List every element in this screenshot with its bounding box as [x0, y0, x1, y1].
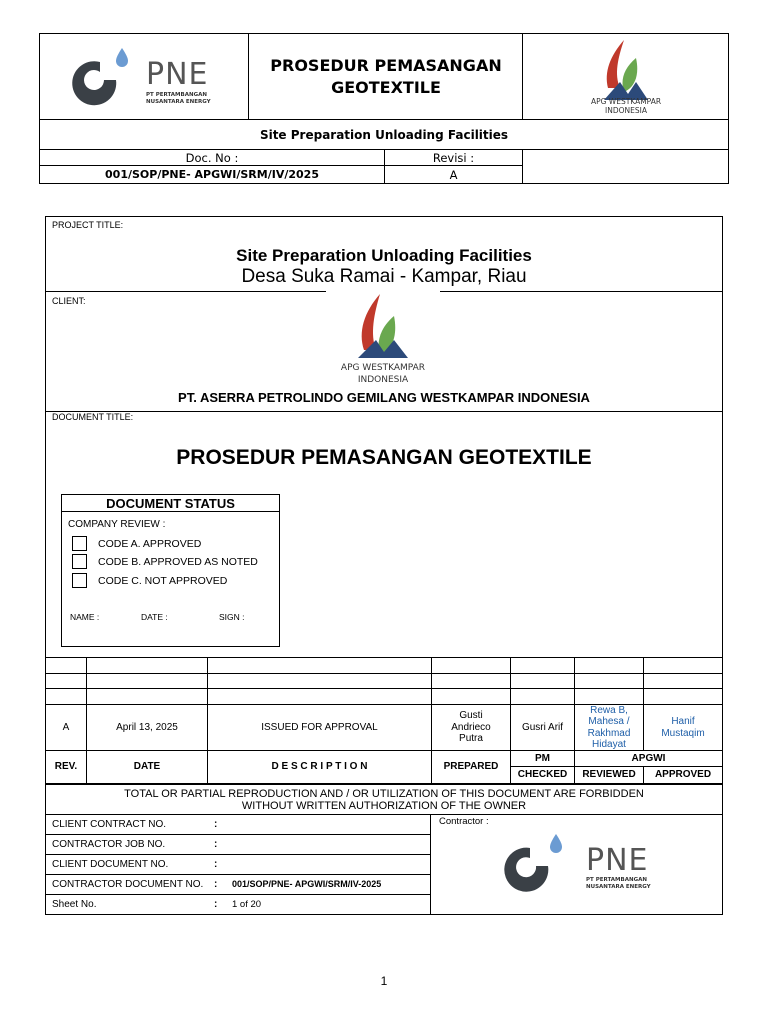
revisi-label: Revisi :: [385, 150, 523, 166]
apgwi-header: APGWI: [575, 751, 722, 767]
table-cell: [511, 658, 575, 674]
info-row: [46, 895, 431, 914]
header-subtitle: [40, 119, 728, 150]
table-cell: [208, 658, 432, 674]
project-location: Desa Suka Ramai - Kampar, Riau: [241, 266, 527, 287]
client-name: PT. ASERRA PETROLINDO GEMILANG WESTKAMPAR INDONESIA: [178, 390, 590, 405]
header-title-line2: GEOTEXTILE: [331, 77, 441, 97]
svg-text:APG WESTKAMPAR: APG WESTKAMPAR: [590, 97, 662, 106]
prepared-header: PREPARED: [432, 751, 511, 784]
info-value: 001/SOP/PNE- APGWI/SRM/IV-2025: [232, 879, 382, 889]
client-logo: [326, 288, 440, 388]
apg-client-logo-graphic: [326, 288, 440, 388]
client-label: CLIENT:: [52, 296, 86, 306]
table-cell: [432, 658, 511, 674]
info-row: [46, 875, 431, 895]
doc-no-value: 001/SOP/PNE- APGWI/SRM/IV/2025: [40, 166, 385, 183]
table-cell: [644, 674, 722, 689]
table-cell: [87, 658, 208, 674]
notice-line2: WITHOUT WRITTEN AUTHORIZATION OF THE OWNER: [241, 799, 527, 812]
apg-logo-header: [524, 34, 728, 119]
reproduction-notice: [46, 784, 722, 815]
svg-text:INDONESIA: INDONESIA: [357, 375, 409, 385]
info-value: 1 of 20: [232, 899, 262, 910]
code-b-checkbox[interactable]: [72, 554, 87, 569]
table-cell: [432, 674, 511, 689]
info-colon: :: [214, 899, 218, 910]
pne-contractor-logo-graphic: [496, 826, 676, 906]
svg-text:PNE: PNE: [146, 57, 209, 92]
info-label: CLIENT CONTRACT NO.: [52, 819, 167, 830]
svg-text:INDONESIA: INDONESIA: [605, 106, 647, 115]
info-label: CLIENT DOCUMENT NO.: [52, 859, 169, 870]
description-cell: ISSUED FOR APPROVAL: [208, 705, 432, 751]
svg-text:NUSANTARA ENERGY: NUSANTARA ENERGY: [146, 99, 211, 105]
status-sign-label: SIGN :: [219, 612, 245, 622]
checked-cell: Gusri Arif: [511, 705, 575, 751]
page-number: 1: [380, 974, 388, 988]
pm-header: PM: [511, 751, 575, 767]
table-cell: [208, 689, 432, 705]
svg-text:APG WESTKAMPAR: APG WESTKAMPAR: [340, 363, 426, 373]
approved-header: APPROVED: [644, 767, 722, 784]
revision-table: [46, 657, 722, 784]
doc-no-label: Doc. No :: [40, 150, 385, 166]
contractor-label: Contractor :: [439, 816, 489, 827]
divider: [46, 411, 722, 412]
checked-header: CHECKED: [511, 767, 575, 784]
rev-cell: A: [46, 705, 87, 751]
info-row: [46, 855, 431, 875]
table-cell: [511, 674, 575, 689]
reviewed-cell: Rewa B, Mahesa / Rakhmad Hidayat: [575, 705, 644, 751]
description-header: D E S C R I P T I O N: [208, 751, 432, 784]
project-title: Site Preparation Unloading Facilities: [236, 246, 532, 265]
contractor-logo: [496, 826, 676, 906]
table-cell: [575, 658, 644, 674]
revisi-value: A: [385, 166, 523, 183]
approved-cell: Hanif Mustaqim: [644, 705, 722, 751]
status-name-label: NAME :: [70, 612, 100, 622]
table-cell: [46, 658, 87, 674]
table-cell: [511, 689, 575, 705]
svg-text:PT PERTAMBANGAN: PT PERTAMBANGAN: [586, 877, 647, 883]
code-a-label: CODE A. APPROVED: [98, 538, 202, 550]
table-cell: [644, 689, 722, 705]
header-title-line1: PROSEDUR PEMASANGAN: [270, 55, 502, 75]
document-title-label: DOCUMENT TITLE:: [52, 412, 134, 422]
table-cell: [46, 689, 87, 705]
info-colon: :: [214, 819, 218, 830]
apg-logo-graphic: [524, 34, 728, 119]
date-cell: April 13, 2025: [87, 705, 208, 751]
code-c-label: CODE C. NOT APPROVED: [98, 575, 228, 587]
info-label: Sheet No.: [52, 899, 97, 910]
prepared-cell: Gusti Andrieco Putra: [432, 705, 511, 751]
project-title-label: PROJECT TITLE:: [52, 220, 124, 230]
header-title: [250, 34, 523, 119]
company-review-label: COMPANY REVIEW :: [68, 519, 166, 530]
table-cell: [575, 689, 644, 705]
info-row: [46, 815, 431, 835]
info-colon: :: [214, 879, 218, 890]
table-cell: [208, 674, 432, 689]
code-a-checkbox[interactable]: [72, 536, 87, 551]
table-cell: [575, 674, 644, 689]
pne-logo: [40, 34, 249, 119]
status-date-label: DATE :: [141, 612, 168, 622]
table-cell: [432, 689, 511, 705]
svg-text:NUSANTARA ENERGY: NUSANTARA ENERGY: [586, 884, 651, 890]
info-colon: :: [214, 839, 218, 850]
info-label: CONTRACTOR DOCUMENT NO.: [52, 879, 204, 890]
info-label: CONTRACTOR JOB NO.: [52, 839, 166, 850]
rev-header: REV.: [46, 751, 87, 784]
document-title: PROSEDUR PEMASANGAN GEOTEXTILE: [176, 446, 592, 469]
table-cell: [644, 658, 722, 674]
code-c-checkbox[interactable]: [72, 573, 87, 588]
notice-line1: TOTAL OR PARTIAL REPRODUCTION AND / OR UTILIZATION OF THIS DOCUMENT ARE FORBIDDEN: [124, 787, 644, 800]
reviewed-header: REVIEWED: [575, 767, 644, 784]
code-b-label: CODE B. APPROVED AS NOTED: [98, 556, 258, 568]
svg-text:PT PERTAMBANGAN: PT PERTAMBANGAN: [146, 92, 207, 98]
header-subtitle-text: Site Preparation Unloading Facilities: [259, 127, 509, 142]
pne-logo-graphic: [40, 34, 249, 119]
svg-text:PNE: PNE: [586, 843, 649, 878]
table-cell: [87, 689, 208, 705]
date-header: DATE: [87, 751, 208, 784]
table-cell: [87, 674, 208, 689]
info-colon: :: [214, 859, 218, 870]
table-cell: [46, 674, 87, 689]
info-row: [46, 835, 431, 855]
info-block: [46, 815, 431, 914]
document-status-box: [61, 494, 280, 647]
document-status-heading: DOCUMENT STATUS: [62, 495, 279, 512]
